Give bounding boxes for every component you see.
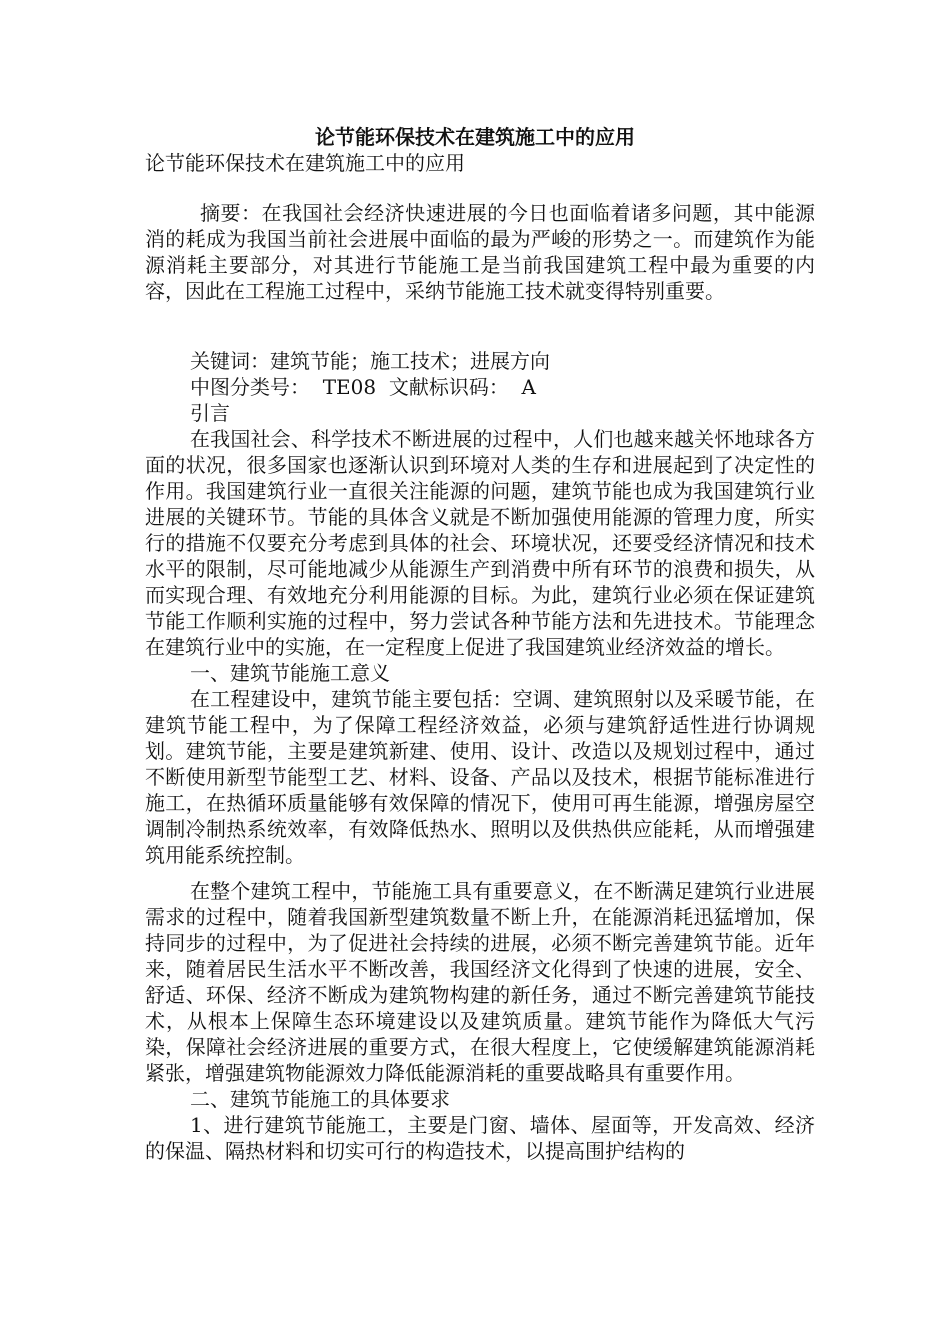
document-title: 论节能环保技术在建筑施工中的应用 (315, 125, 635, 149)
section1-paragraph-1: 在工程建设中，建筑节能主要包括：空调、建筑照射以及采暖节能，在建筑节能工程中，为了保障工程经济效益，必须与建筑舒适性进行协调规划。建筑节能，主要是建筑新建、使用、设计、改造以及规划过程中，通过不断使用新型节能型工艺、材料、设备、产品以及技术，根据节能标准进行施工，在热循环质量能够有效保障的情况下，使用可再生能源，增强房屋空调制冷制热系统效率，有效降低热水、照明以及供热供应能耗，从而增强建筑用能系统控制。 (145, 687, 815, 867)
metadata-block (190, 348, 550, 426)
section2-paragraph-1: 1、进行建筑节能施工，主要是门窗、墙体、屋面等，开发高效、经济的保温、隔热材料和切实可行的构造技术，以提高围护结构的 (145, 1113, 815, 1163)
intro-heading: 引言 (190, 401, 230, 425)
keywords-line: 关键词：建筑节能；施工技术；进展方向 (190, 349, 550, 373)
intro-paragraph: 在我国社会、科学技术不断进展的过程中，人们也越来越关怀地球各方面的状况，很多国家也逐渐认识到环境对人类的生存和进展起到了决定性的作用。我国建筑行业一直很关注能源的问题，建筑节能也成为我国建筑行业进展的关键环节。节能的具体含义就是不断加强使用能源的管理力度，所实行的措施不仅要充分考虑到具体的社会、环境状况，还要受经济情况和技术水平的限制，尽可能地减少从能源生产到消费中所有环节的浪费和损失，从而实现合理、有效地充分利用能源的目标。为此，建筑行业必须在保证建筑节能工作顺利实施的过程中，努力尝试各种节能方法和先进技术。节能理念在建筑行业中的实施，在一定程度上促进了我国建筑业经济效益的增长。 (145, 427, 815, 659)
classification-line: 中图分类号： TE08 文献标识码： A (190, 375, 536, 399)
section1-heading: 一、建筑节能施工意义 (190, 661, 390, 685)
abstract-paragraph: 摘要：在我国社会经济快速进展的今日也面临着诸多问题，其中能源消的耗成为我国当前社会进展中面临的最为严峻的形势之一。而建筑作为能源消耗主要部分，对其进行节能施工是当前我国建筑工程中最为重要的内容，因此在工程施工过程中，采纳节能施工技术就变得特别重要。 (145, 201, 815, 303)
section2-heading: 二、建筑节能施工的具体要求 (190, 1087, 450, 1111)
section1-paragraph-2: 在整个建筑工程中，节能施工具有重要意义，在不断满足建筑行业进展需求的过程中，随着我国新型建筑数量不断上升，在能源消耗迅猛增加，保持同步的过程中，为了促进社会持续的进展，必须不断完善建筑节能。近年来，随着居民生活水平不断改善，我国经济文化得到了快速的进展，安全、舒适、环保、经济不断成为建筑物构建的新任务，通过不断完善建筑节能技术，从根本上保障生态环境建设以及建筑质量。建筑节能作为降低大气污染，保障社会经济进展的重要方式，在很大程度上，它使缓解建筑能源消耗紧张，增强建筑物能源效力降低能源消耗的重要战略具有重要作用。 (145, 879, 815, 1085)
document-body (145, 426, 815, 1164)
document-subtitle: 论节能环保技术在建筑施工中的应用 (145, 151, 465, 175)
